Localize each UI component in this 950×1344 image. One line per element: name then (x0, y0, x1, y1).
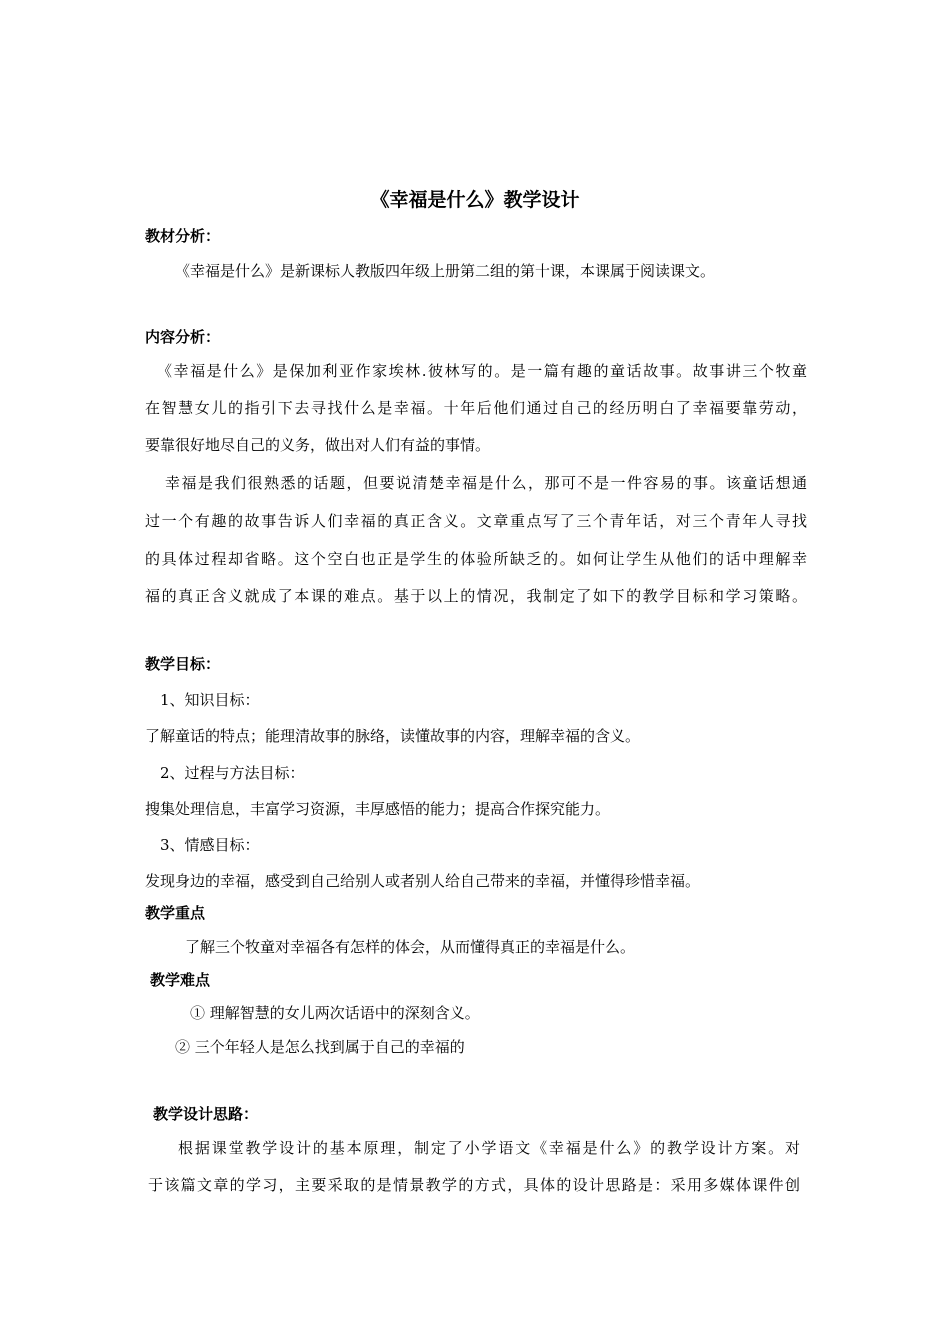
content-paragraph-1-line-1: 《幸福是什么》是保加利亚作家埃林.彼林写的。是一篇有趣的童话故事。故事讲三个牧童 (157, 362, 807, 380)
design-heading: 教学设计思路： (153, 1105, 259, 1123)
goal-1-text: 了解童话的特点；能理清故事的脉络，读懂故事的内容，理解幸福的含义。 (145, 727, 641, 745)
difficulty-item-1: ① 理解智慧的女儿两次话语中的深刻含义。 (190, 1004, 480, 1022)
key-point-heading: 教学重点 (145, 904, 206, 922)
document-title: 《幸福是什么》教学设计 (370, 189, 580, 211)
content-paragraph-1-line-3: 要靠很好地尽自己的义务，做出对人们有益的事情。 (145, 436, 491, 454)
goal-3-text: 发现身边的幸福，感受到自己给别人或者别人给自己带来的幸福，并懂得珍惜幸福。 (145, 872, 701, 890)
content-paragraph-2-line-4: 福的真正含义就成了本课的难点。基于以上的情况，我制定了如下的教学目标和学习策略。 (145, 587, 807, 605)
content-paragraph-1-line-2: 在智慧女儿的指引下去寻找什么是幸福。十年后他们通过自己的经历明白了幸福要靠劳动， (145, 399, 807, 417)
content-paragraph-2-line-1: 幸福是我们很熟悉的话题，但要说清楚幸福是什么，那可不是一件容易的事。该童话想通 (165, 474, 807, 492)
key-point-text: 了解三个牧童对幸福各有怎样的体会，从而懂得真正的幸福是什么。 (185, 938, 636, 956)
design-line-1: 根据课堂教学设计的基本原理，制定了小学语文《幸福是什么》的教学设计方案。对 (178, 1139, 800, 1157)
content-paragraph-2-line-2: 过一个有趣的故事告诉人们幸福的真正含义。文章重点写了三个青年话，对三个青年人寻找 (145, 512, 807, 530)
material-heading: 教材分析： (145, 227, 221, 245)
material-text: 《幸福是什么》是新课标人教版四年级上册第二组的第十课，本课属于阅读课文。 (175, 262, 716, 280)
goal-1-label: 1、知识目标： (160, 691, 260, 709)
goal-2-label: 2、过程与方法目标： (160, 764, 305, 782)
goal-2-text: 搜集处理信息，丰富学习资源，丰厚感悟的能力；提高合作探究能力。 (145, 800, 611, 818)
design-line-2: 于该篇文章的学习，主要采取的是情景教学的方式，具体的设计思路是：采用多媒体课件创 (148, 1176, 800, 1194)
difficulty-heading: 教学难点 (150, 971, 211, 989)
content-heading: 内容分析： (145, 328, 221, 346)
goal-3-label: 3、情感目标： (160, 836, 260, 854)
difficulty-item-2: ② 三个年轻人是怎么找到属于自己的幸福的 (175, 1038, 465, 1056)
content-paragraph-2-line-3: 的具体过程却省略。这个空白也正是学生的体验所缺乏的。如何让学生从他们的话中理解幸 (145, 550, 807, 568)
goals-heading: 教学目标： (145, 655, 221, 673)
